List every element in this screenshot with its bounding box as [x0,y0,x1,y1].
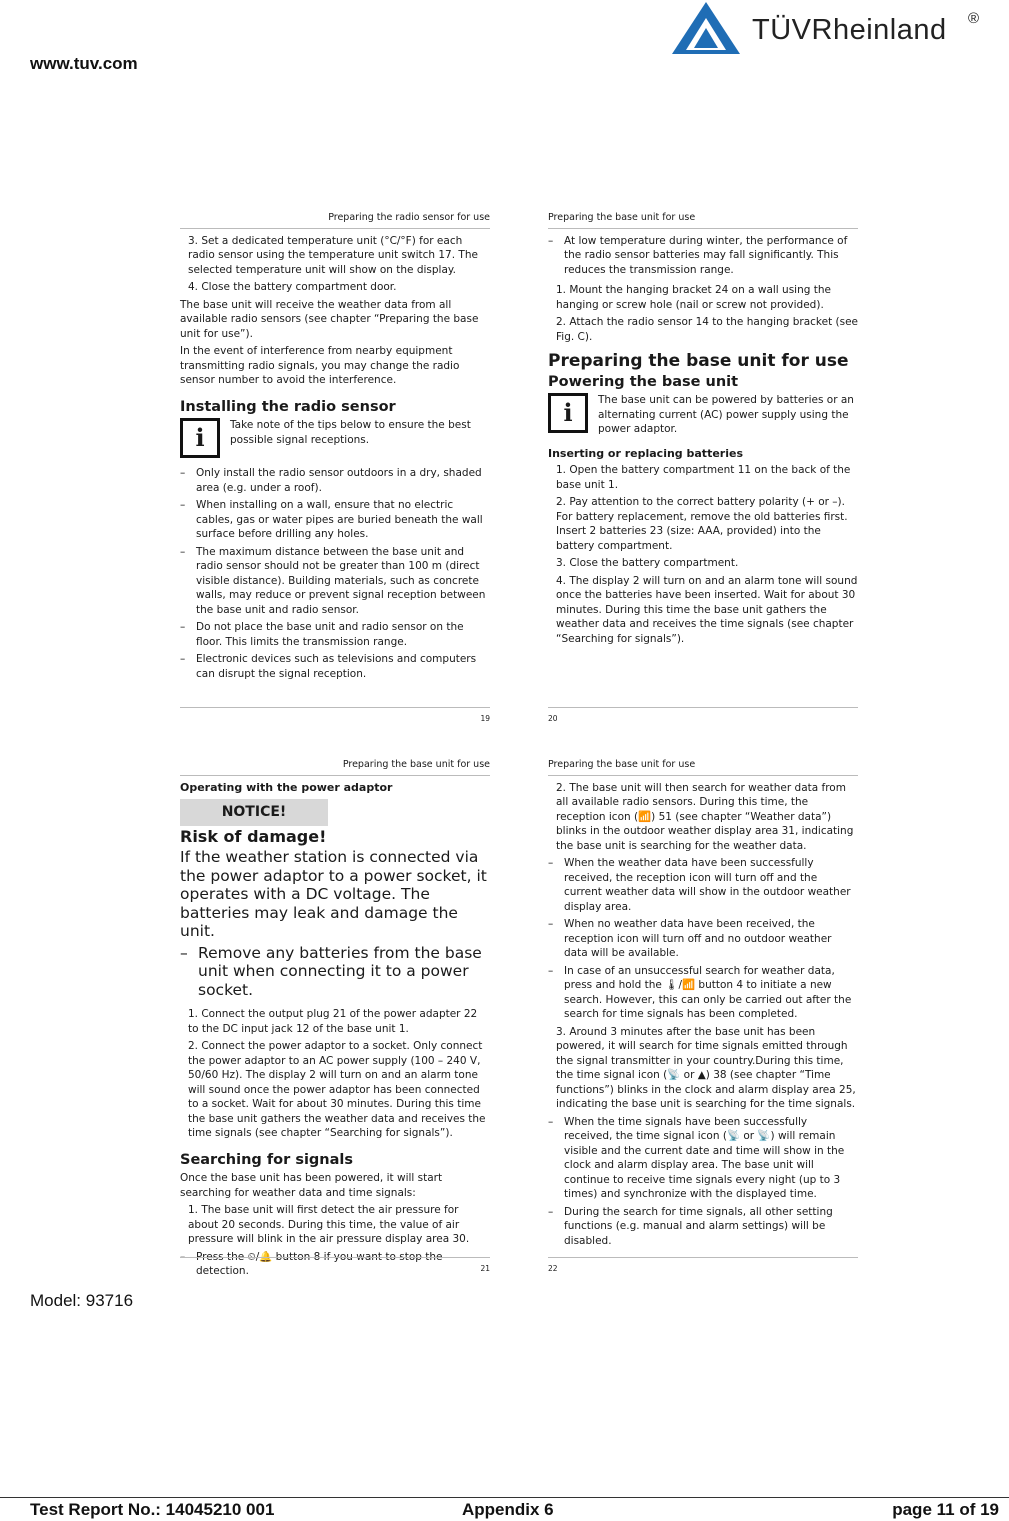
step: 2. Pay attention to the correct battery polarity (+ or –). For battery replacement, remove the old batteries first. Insert 2 batteries 23 (size: AAA, provided) into the battery compartment. [556,496,848,552]
list-item: – The maximum distance between the base unit and radio sensor should not be greater than 100 m (direct visible distance). Building materials, such as concrete walls, may reduce or prevent signal reception between the base unit and radio sensor. [180,545,490,618]
list-item: – Electronic devices such as televisions and computers can disrupt the signal reception. [180,652,490,681]
manual-page-19 [180,211,490,726]
info-box [180,418,490,458]
step: 3. Around 3 minutes after the base unit has been powered, it will search for time signals emitted through the signal transmitter in your country.During this time, the time signal icon (📡 or ▲) 38 (see chapter “Time functions”) blinks in the clock and alarm display area 25, indicating the base unit is searching for the time signals. [556,1025,856,1110]
test-report-number: Test Report No.: 14045210 001 [30,1500,275,1519]
list-item: – Only install the radio sensor outdoors in a dry, shaded area (e.g. under a roof). [180,466,490,495]
bullet-list [180,944,490,1000]
list-item: – When the weather data have been successfully received, the reception icon will turn off and the current weather data will show in the outdoor weather display area. [548,856,858,914]
page-number: 21 [180,1257,490,1277]
info-text: The base unit can be powered by batteries or an alternating current (AC) power supply using the power adaptor. [598,394,854,435]
triangle-logo-icon [668,0,744,56]
step: 1. The base unit will first detect the air pressure for about 20 seconds. During this time, the value of air pressure will blink in the air pressure display area 30. [188,1204,470,1245]
info-icon: i [180,418,220,458]
info-text: Take note of the tips below to ensure the best possible signal receptions. [230,419,471,446]
footer-divider [0,1497,1009,1498]
section-heading: Searching for signals [180,1151,354,1168]
running-head: Preparing the radio sensor for use [180,211,490,229]
appendix-label: Appendix 6 [462,1500,554,1519]
warning-block [180,848,490,999]
info-box [548,393,858,437]
step: 3. Set a dedicated temperature unit (°C/°F) for each radio sensor using the temperature unit switch 17. The selected temperature unit will show on the display. [188,234,478,276]
paragraph: Once the base unit has been powered, it will start searching for weather data and time signals: [180,1172,443,1199]
subsection-heading: Inserting or replacing batteries [548,446,743,460]
page-number: 22 [548,1257,858,1277]
step: 2. The base unit will then search for weather data from all available radio sensors. During this time, the reception icon (📶) 51 (see chapter “Weather data”) blinks in the outdoor weather display area 31, indicating the base unit is searching for the weather data. [556,781,854,852]
running-head: Preparing the base unit for use [180,758,490,776]
step: 4. Close the battery compartment door. [188,281,397,293]
manual-page-21 [180,758,490,1276]
manual-page-20 [548,211,858,726]
step: 4. The display 2 will turn on and an alarm tone will sound once the batteries have been inserted. Wait for about 30 minutes. During this time the base unit gathers the weather data and receives the time signals (see chapter “Searching for signals”). [556,574,858,645]
step: 3. Close the battery compartment. [556,557,739,569]
info-icon: i [548,393,588,433]
list-item: – Do not place the base unit and radio sensor on the floor. This limits the transmission range. [180,620,490,649]
page-counter: page 11 of 19 [892,1500,999,1519]
bullet-list [548,234,858,278]
list-item: – Remove any batteries from the base unit when connecting it to a power socket. [180,944,490,1000]
page-number: 19 [180,707,490,727]
list-item: – When installing on a wall, ensure that no electric cables, gas or water pipes are buried beneath the wall surface before drilling any holes. [180,498,490,542]
warning-text: If the weather station is connected via the power adaptor to a power socket, it operates with a DC voltage. The batteries may leak and damage the unit. [180,848,487,940]
logo-text: TÜVRheinland [752,14,947,46]
manual-page-22 [548,758,858,1276]
paragraph: The base unit will receive the weather data from all available radio sensors (see chapter “Preparing the base unit for use”). [180,298,479,340]
tuv-logo [668,0,998,56]
section-heading: Powering the base unit [548,373,739,390]
list-item: – During the search for time signals, all other setting functions (e.g. manual and alarm settings) will be disabled. [548,1205,858,1249]
running-head: Preparing the base unit for use [548,758,858,776]
section-heading: Operating with the power adaptor [180,780,393,794]
step: 1. Mount the hanging bracket 24 on a wall using the hanging or screw hole (nail or screw not provided). [556,284,831,311]
model-number: Model: 93716 [30,1291,134,1310]
list-item: – When the time signals have been successfully received, the time signal icon (📡 or 📡) will remain visible and the current date and time will show in the clock and alarm display area. The base unit will continue to receive time signals every night (up to 3 times) and synchronize with the displayed time. [548,1115,858,1202]
risk-heading: Risk of damage! [180,826,327,846]
section-heading: Installing the radio sensor [180,398,396,415]
step: 1. Open the battery compartment 11 on the back of the base unit 1. [556,464,851,491]
running-head: Preparing the base unit for use [548,211,858,229]
site-url: www.tuv.com [30,54,138,73]
list-item: – Press the ⏲/🔔 button 8 if you want to stop the detection. [180,1250,490,1279]
step: 2. Connect the power adaptor to a socket. Only connect the power adaptor to an AC power supply (100 – 240 V, 50/60 Hz). The display 2 will turn on and an alarm tone will sound once the power adaptor has been connected to a socket. Wait for about 30 minutes. During this time the base unit gathers the weather data and receives the time signals (see chapter “Searching for signals”). [188,1040,486,1139]
bullet-list [548,1115,858,1249]
list-item: – At low temperature during winter, the performance of the radio sensor batteries may fall significantly. This reduces the transmission range. [548,234,858,278]
paragraph: In the event of interference from nearby equipment transmitting radio signals, you may change the radio sensor number to avoid the interference. [180,345,460,386]
list-item: – In case of an unsuccessful search for weather data, press and hold the 🌡/📶 button 4 to initiate a new search. However, this can only be carried out after the search for time signals has been completed. [548,964,858,1022]
step: 1. Connect the output plug 21 of the power adapter 22 to the DC input jack 12 of the base unit 1. [188,1008,478,1035]
bullet-list [548,856,858,1022]
step: 2. Attach the radio sensor 14 to the hanging bracket (see Fig. C). [556,316,859,343]
logo-registered-mark: ® [968,10,980,27]
chapter-heading: Preparing the base unit for use [548,351,849,371]
page-number: 20 [548,707,858,727]
list-item: – When no weather data have been received, the reception icon will turn off and no outdoor weather data will be available. [548,917,858,961]
notice-label: NOTICE! [180,799,328,826]
bullet-list [180,466,490,681]
